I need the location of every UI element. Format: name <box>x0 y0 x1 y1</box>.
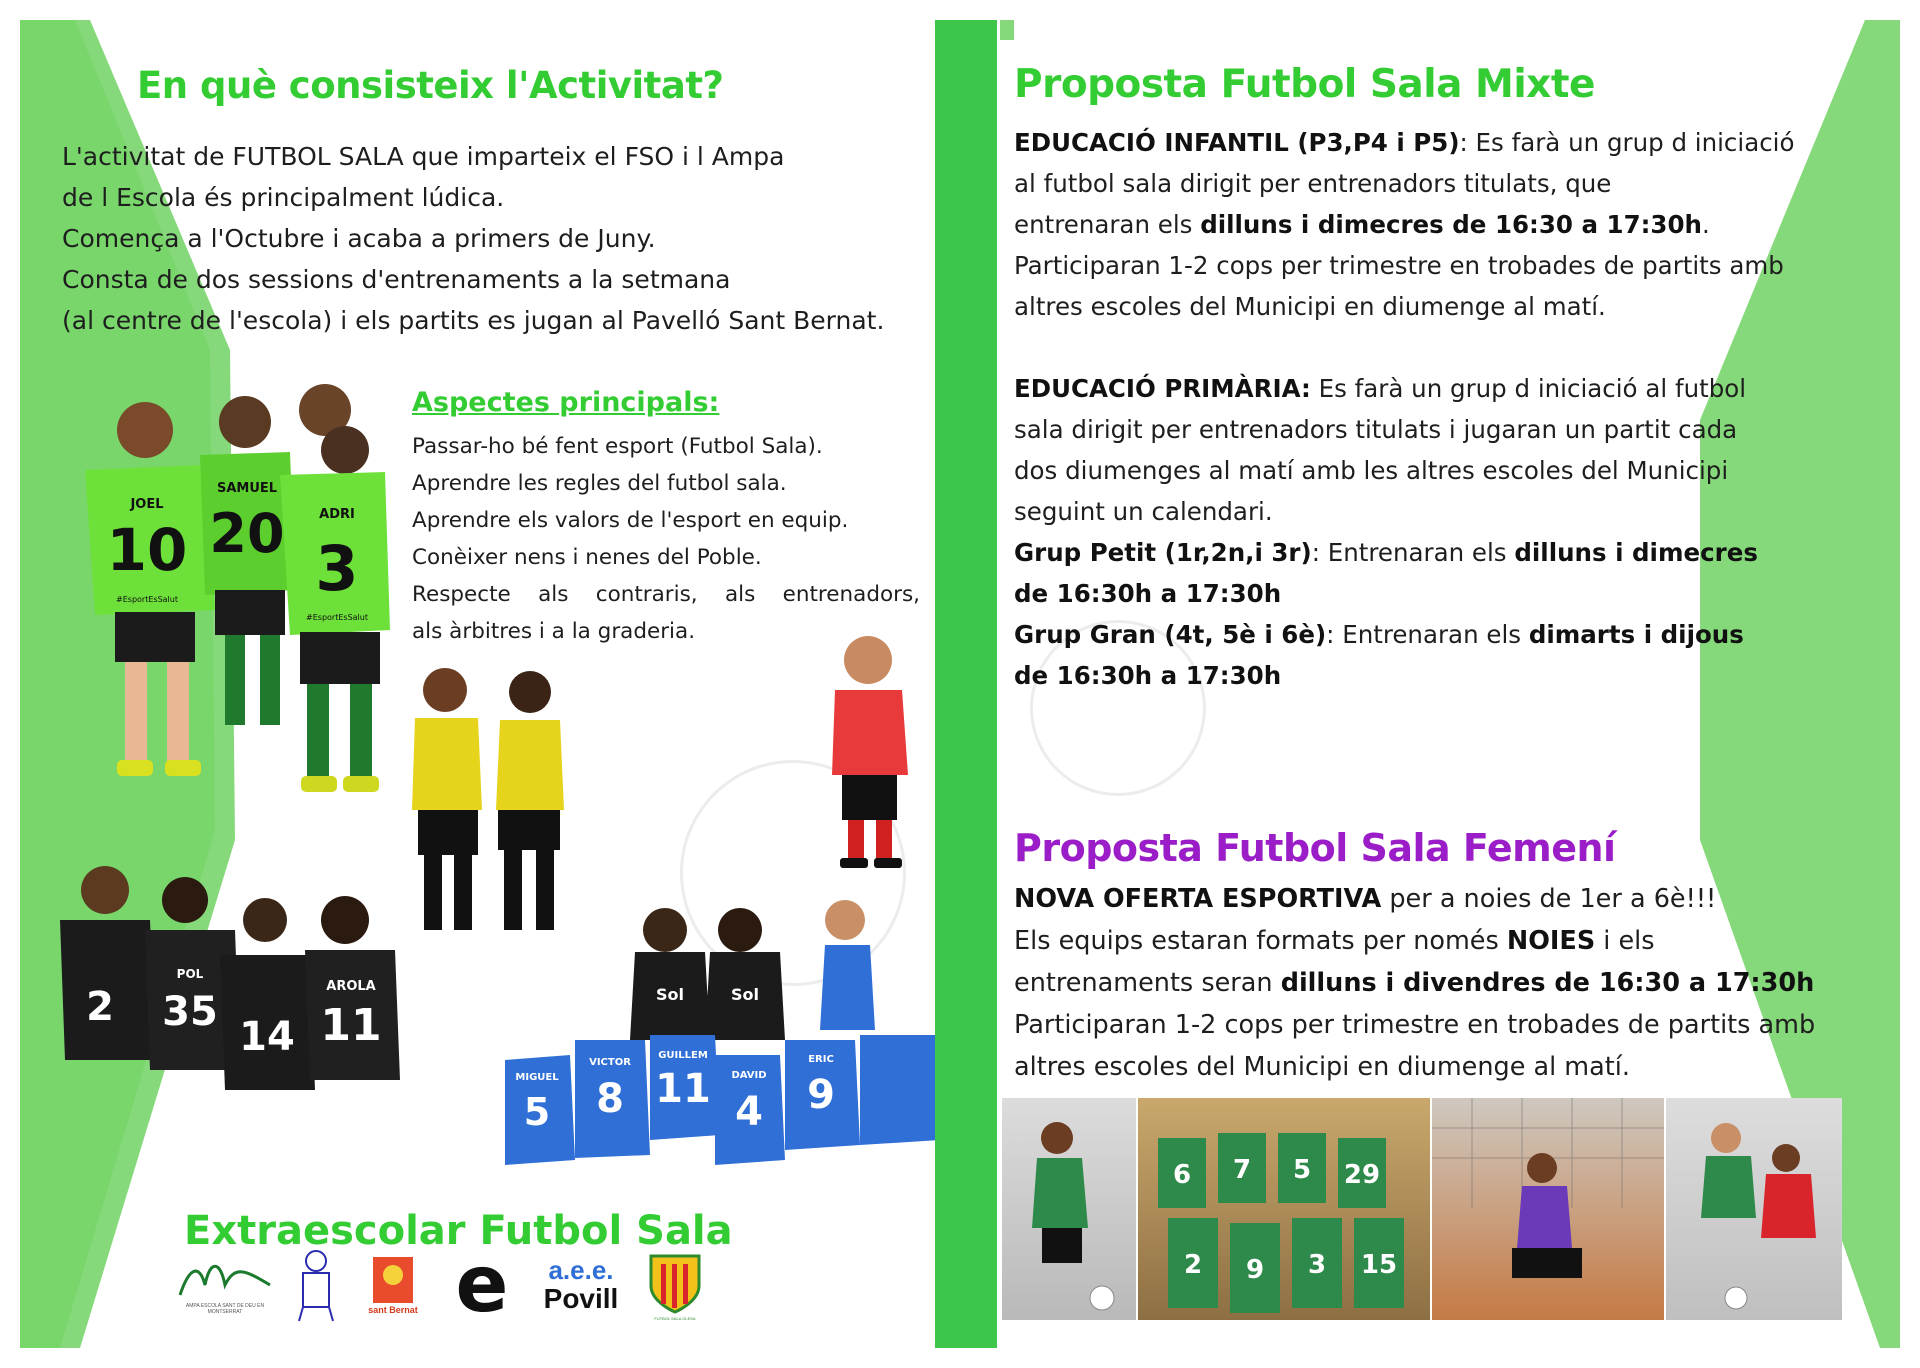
right-page <box>1000 20 1900 1348</box>
jersey-number: 3 <box>315 532 359 605</box>
players-back-photo <box>75 380 405 800</box>
jersey-number: 11 <box>320 1000 382 1051</box>
jersey-number: 20 <box>209 502 285 565</box>
jersey-name: GUILLEM <box>658 1050 708 1061</box>
aspect-word: contraris, <box>595 582 698 607</box>
fso-crest-logo: FUTBOL SALA OLESA <box>640 1245 710 1325</box>
aspect-word: als <box>724 582 756 607</box>
photo-goalkeeper <box>1432 1098 1664 1320</box>
jersey-number: 2 <box>1183 1250 1203 1280</box>
text-line: dos diumenges al matí amb les altres escoles del Municipi <box>1014 456 1729 485</box>
nova-oferta-label: NOVA OFERTA ESPORTIVA <box>1014 884 1382 914</box>
text-line: NOVA OFERTA ESPORTIVA per a noies de 1er a 6è!!! <box>1014 884 1717 914</box>
aspect-item: Passar-ho bé fent esport (Futbol Sala). <box>412 434 823 459</box>
sant-bernat-logo: sant Bernat <box>358 1245 428 1325</box>
femeni-title: Proposta Futbol Sala Femení <box>1014 826 1616 870</box>
jersey-sponsor: #EsportEsSalut <box>306 613 368 622</box>
center-fold-band <box>935 20 997 1348</box>
jersey-name: SAMUEL <box>216 481 278 496</box>
left-page <box>20 20 940 1348</box>
shirt-sponsor: Sol <box>656 985 684 1004</box>
aspects-title: Aspectes principals: <box>412 387 720 418</box>
jersey-name: MIGUEL <box>515 1072 559 1083</box>
e-logo: e <box>455 1240 509 1330</box>
photo-girls-playing-1 <box>1002 1098 1136 1320</box>
jersey-sponsor: #EsportEsSalut <box>116 595 178 604</box>
intro-line: de l Escola és principalment lúdica. <box>62 183 505 212</box>
jersey-name: JOEL <box>130 497 164 512</box>
text-line: Els equips estaran formats per només NOIES i els <box>1014 926 1655 956</box>
jersey-number: 6 <box>1172 1160 1192 1190</box>
photo-girls-playing-2 <box>1666 1098 1842 1320</box>
aspects-list <box>412 428 920 650</box>
jersey-number: 3 <box>1307 1250 1327 1280</box>
intro-line: Consta de dos sessions d'entrenaments a la setmana <box>62 265 731 294</box>
jersey-name: ERIC <box>808 1054 834 1065</box>
text-line: de 16:30h a 17:30h <box>1014 661 1282 690</box>
jersey-number: 5 <box>523 1090 551 1134</box>
aspect-item: Conèixer nens i nenes del Poble. <box>412 545 762 570</box>
text-line: EDUCACIÓ PRIMÀRIA: Es farà un grup d iniciació al futbol <box>1014 374 1747 403</box>
shirt-sponsor: Sol <box>731 985 759 1004</box>
red-shirt-kid-photo <box>820 630 930 870</box>
jersey-number: 10 <box>106 516 188 584</box>
text-line: de 16:30h a 17:30h <box>1014 579 1282 608</box>
aspect-item <box>412 576 920 613</box>
text-line: altres escoles del Municipi en diumenge al matí. <box>1014 292 1606 321</box>
femeni-description <box>1014 878 1884 1088</box>
grup-petit-label: Grup Petit (1r,2n,i 3r) <box>1014 538 1312 567</box>
ampa-logo: AMPA ESCOLA SANT DE DEU EN MONTSERRAT <box>170 1245 280 1325</box>
aspect-word: entrenadors, <box>782 582 920 607</box>
intro-line: Comença a l'Octubre i acaba a primers de Juny. <box>62 224 656 253</box>
text-line: Grup Gran (4t, 5è i 6è): Entrenaran els dimarts i dijous <box>1014 620 1744 649</box>
jersey-name: POL <box>176 967 204 981</box>
grup-gran-label: Grup Gran (4t, 5è i 6è) <box>1014 620 1327 649</box>
jersey-name: VICTOR <box>589 1057 631 1068</box>
jersey-name: DAVID <box>731 1070 767 1081</box>
school-mascot-logo <box>286 1245 346 1325</box>
text-line: Grup Petit (1r,2n,i 3r): Entrenaran els dilluns i dimecres <box>1014 538 1758 567</box>
aspect-item: Aprendre els valors de l'esport en equip. <box>412 508 849 533</box>
photo-girls-team <box>1138 1098 1430 1320</box>
jersey-number: 29 <box>1343 1160 1381 1190</box>
intro-line: (al centre de l'escola) i els partits es jugan al Pavelló Sant Bernat. <box>62 306 885 335</box>
povill-logo: a.e.e. Povill <box>543 1255 619 1314</box>
jersey-number: 15 <box>1360 1250 1398 1280</box>
text-line: entrenaran els dilluns i dimecres de 16:30 a 17:30h. <box>1014 210 1710 239</box>
text-line: altres escoles del Municipi en diumenge al matí. <box>1014 1052 1630 1082</box>
jersey-number: 35 <box>162 989 218 1035</box>
jersey-number: 5 <box>1292 1155 1312 1185</box>
jersey-number: 11 <box>655 1066 711 1112</box>
mixte-title: Proposta Futbol Sala Mixte <box>1014 62 1595 107</box>
black-team-photo <box>45 860 415 1130</box>
text-line: Participaran 1-2 cops per trimestre en trobades de partits amb <box>1014 251 1784 280</box>
text-line: EDUCACIÓ INFANTIL (P3,P4 i P5): Es farà un grup d iniciació <box>1014 128 1795 157</box>
intro-paragraph <box>62 136 940 341</box>
text-line: seguint un calendari. <box>1014 497 1273 526</box>
page-title: En què consisteix l'Activitat? <box>137 64 724 107</box>
text-line: Participaran 1-2 cops per trimestre en trobades de partits amb <box>1014 1010 1816 1040</box>
aspect-item: Aprendre les regles del futbol sala. <box>412 471 787 496</box>
jersey-name: ADRI <box>319 507 355 522</box>
intro-line: L'activitat de FUTBOL SALA que imparteix el FSO i l Ampa <box>62 142 785 171</box>
infantil-label: EDUCACIÓ INFANTIL (P3,P4 i P5) <box>1014 128 1460 157</box>
jersey-number: 9 <box>1245 1255 1265 1285</box>
text-line: sala dirigit per entrenadors titulats i jugaran un partit cada <box>1014 415 1738 444</box>
mixte-description <box>1014 122 1884 696</box>
girls-photo-strip <box>1002 1098 1842 1320</box>
jersey-number: 9 <box>807 1072 835 1118</box>
text-line: entrenaments seran dilluns i divendres de 16:30 a 17:30h <box>1014 968 1815 998</box>
extraescolar-title: Extraescolar Futbol Sala <box>184 1208 733 1254</box>
sponsor-logos <box>170 1240 770 1330</box>
aspect-item: als àrbitres i a la graderia. <box>412 619 696 644</box>
jersey-number: 14 <box>239 1014 295 1060</box>
aspect-word: Respecte <box>412 582 511 607</box>
jersey-number: 8 <box>596 1076 624 1122</box>
jersey-number: 2 <box>86 984 114 1030</box>
jersey-number: 7 <box>1232 1155 1252 1185</box>
blue-team-photo <box>465 890 940 1170</box>
text-line: al futbol sala dirigit per entrenadors titulats, que <box>1014 169 1612 198</box>
primaria-label: EDUCACIÓ PRIMÀRIA: <box>1014 374 1311 403</box>
jersey-name: AROLA <box>326 979 376 994</box>
jersey-number: 4 <box>735 1089 763 1135</box>
aspect-word: als <box>538 582 569 607</box>
